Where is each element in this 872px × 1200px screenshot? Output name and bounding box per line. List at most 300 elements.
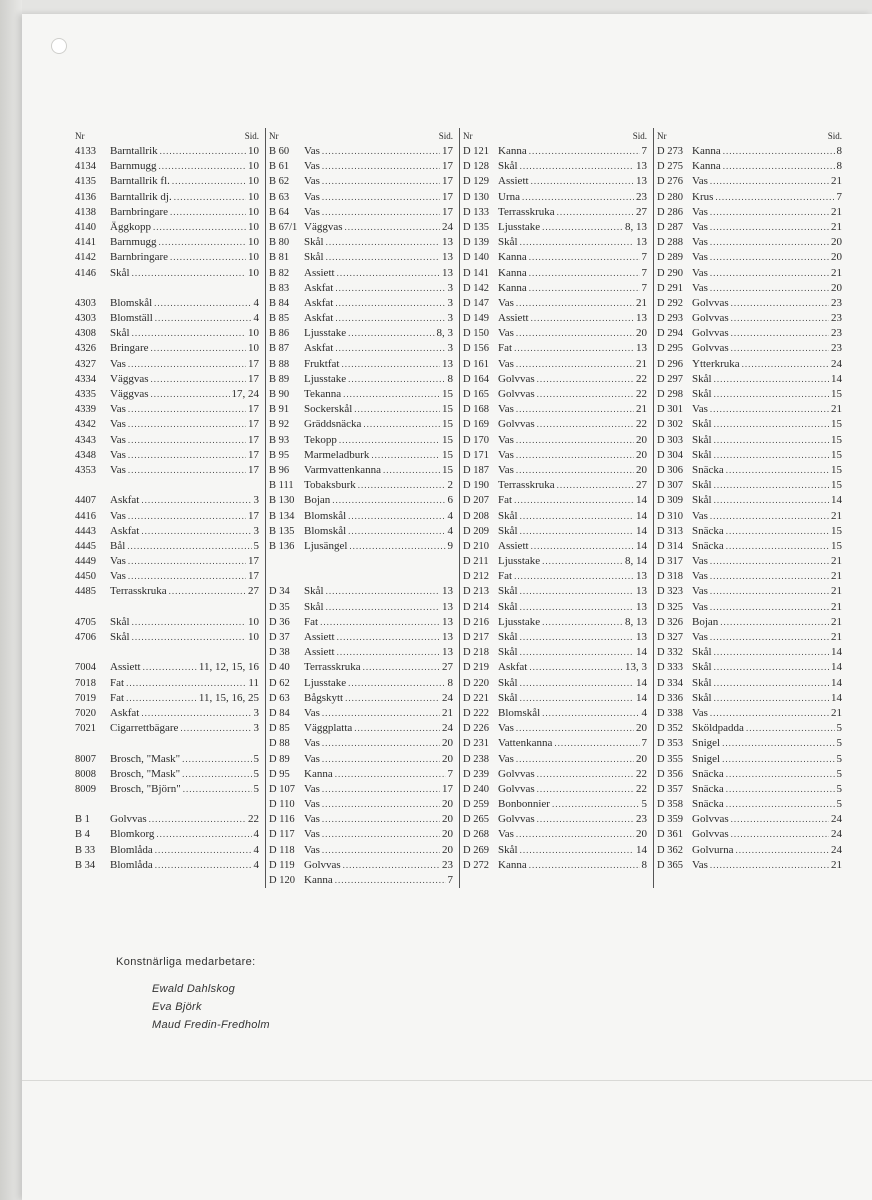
row-spacer [72, 645, 265, 660]
item-number: B 130 [269, 495, 295, 507]
index-row [654, 630, 848, 645]
index-row [654, 812, 848, 827]
item-name: Vas [110, 555, 126, 568]
leader-dots [335, 767, 446, 782]
leader-dots [516, 463, 634, 478]
index-row [460, 736, 653, 751]
page-number: 20 [442, 798, 453, 811]
index-row [266, 144, 459, 159]
item-name: Vattenkanna [498, 737, 553, 750]
page-number: 23 [636, 190, 647, 203]
page-number: 15 [442, 418, 453, 431]
index-row [266, 752, 459, 767]
leader-dots [552, 797, 640, 812]
leader-dots [714, 645, 829, 660]
page-number: 23 [831, 296, 842, 309]
item-name: Askfat [110, 706, 140, 719]
page-number: 14 [831, 661, 842, 674]
page-number: 20 [442, 843, 453, 856]
item-name: Golvvas [692, 312, 729, 325]
item-number: 4303 [75, 313, 96, 325]
item-name: Vas [110, 448, 126, 461]
item-number: B 67/1 [269, 221, 298, 233]
page-number: 22 [636, 782, 647, 795]
item-number: D 276 [657, 176, 683, 188]
index-row [654, 190, 848, 205]
row-spacer [72, 797, 265, 812]
item-number: 4342 [75, 419, 96, 431]
row-spacer [266, 569, 459, 584]
index-row [460, 630, 653, 645]
page-number: 13 [442, 357, 453, 370]
index-row [460, 752, 653, 767]
page-number: 7 [641, 251, 647, 264]
index-row [72, 493, 265, 508]
header-nr: Nr [463, 131, 473, 141]
page-number: 23 [831, 327, 842, 340]
leader-dots [710, 266, 829, 281]
item-name: Golvvas [498, 372, 535, 385]
page-number: 13 [636, 585, 647, 598]
index-row [266, 782, 459, 797]
page-number: 14 [636, 539, 647, 552]
item-number: 4334 [75, 373, 96, 385]
page-number: 3 [447, 281, 453, 294]
item-number: D 226 [463, 723, 489, 735]
page-number: 24 [442, 691, 453, 704]
item-number: D 268 [463, 829, 489, 841]
index-row [460, 341, 653, 356]
index-row [654, 676, 848, 691]
item-name: Terrasskruka [498, 205, 555, 218]
item-name: Vas [304, 782, 320, 795]
item-name: Vas [498, 828, 514, 841]
item-number: 4416 [75, 510, 96, 522]
leader-dots [516, 448, 634, 463]
page-number: 11 [248, 676, 259, 689]
leader-dots [522, 190, 634, 205]
item-name: Fat [110, 691, 125, 704]
index-row [460, 767, 653, 782]
page-number: 13 [442, 585, 453, 598]
item-name: Sockerskål [304, 403, 353, 416]
page-number: 8, 3 [436, 327, 453, 340]
leader-dots [531, 539, 634, 554]
item-name: Vas [498, 433, 514, 446]
header-nr: Nr [269, 131, 279, 141]
index-row [460, 205, 653, 220]
leader-dots [322, 159, 440, 174]
item-number: D 62 [269, 677, 290, 689]
index-row [460, 190, 653, 205]
index-row [460, 843, 653, 858]
leader-dots [520, 159, 634, 174]
index-row [72, 691, 265, 706]
item-number: D 272 [463, 859, 489, 871]
index-row [654, 266, 848, 281]
item-number: D 323 [657, 586, 683, 598]
item-number: D 116 [269, 814, 295, 826]
page-number: 15 [831, 388, 842, 400]
item-name: Tekanna [304, 388, 342, 400]
index-row [654, 341, 848, 356]
page-number: 2 [447, 479, 453, 492]
item-number: D 95 [269, 768, 290, 780]
leader-dots [726, 782, 835, 797]
page-number: 21 [831, 403, 842, 416]
leader-dots [322, 812, 440, 827]
item-number: D 294 [657, 328, 683, 340]
item-number: D 288 [657, 237, 683, 249]
page-number: 24 [442, 220, 453, 233]
item-number: D 239 [463, 768, 489, 780]
index-row [266, 448, 459, 463]
item-number: D 129 [463, 176, 489, 188]
index-row [460, 144, 653, 159]
leader-dots [520, 509, 634, 524]
leader-dots [128, 554, 246, 569]
page-number: 13, 3 [625, 661, 647, 674]
item-name: Blomskål [498, 706, 541, 719]
item-name: Barnmugg [110, 160, 157, 173]
item-name: Vas [498, 296, 514, 309]
item-number: D 211 [463, 556, 489, 568]
item-name: Skål [692, 448, 712, 461]
page-number: 10 [248, 190, 259, 203]
item-number: B 83 [269, 282, 290, 294]
item-name: Askfat [498, 661, 528, 674]
item-name: Skål [692, 691, 712, 704]
leader-dots [128, 417, 246, 432]
page-number: 3 [253, 524, 259, 537]
leader-dots [514, 341, 634, 356]
item-number: D 135 [463, 221, 489, 233]
credits-block [116, 956, 270, 1034]
page-number: 13 [636, 570, 647, 583]
page-number: 5 [836, 722, 842, 735]
page-number: 20 [442, 813, 453, 826]
item-number: D 85 [269, 723, 290, 735]
leader-dots [182, 767, 251, 782]
leader-dots [141, 493, 251, 508]
page-number: 21 [442, 706, 453, 719]
item-number: D 207 [463, 495, 489, 507]
item-number: D 336 [657, 692, 683, 704]
index-row [654, 554, 848, 569]
item-number: D 231 [463, 738, 489, 750]
leader-dots [128, 569, 246, 584]
leader-dots [326, 584, 440, 599]
leader-dots [335, 341, 445, 356]
page-number: 21 [831, 706, 842, 719]
page-number: 21 [831, 266, 842, 279]
index-row [460, 509, 653, 524]
item-number: 4335 [75, 389, 96, 400]
page-number: 21 [831, 570, 842, 583]
item-name: Askfat [304, 296, 334, 309]
item-name: Vas [692, 570, 708, 583]
page-number: 14 [636, 646, 647, 659]
item-number: D 240 [463, 783, 489, 795]
item-name: Golvvas [692, 342, 729, 355]
leader-dots [516, 296, 634, 311]
item-number: D 238 [463, 753, 489, 765]
leader-dots [710, 630, 829, 645]
column-header [266, 128, 459, 144]
index-row [460, 417, 653, 432]
item-number: 4140 [75, 221, 96, 233]
item-name: Vas [692, 236, 708, 249]
page-number: 15 [442, 388, 453, 400]
leader-dots [516, 752, 634, 767]
page-number: 20 [636, 463, 647, 476]
leader-dots [742, 357, 829, 372]
leader-dots [520, 843, 634, 858]
item-number: 8009 [75, 783, 96, 795]
item-number: B 92 [269, 419, 290, 431]
leader-dots [529, 660, 623, 675]
index-row [266, 873, 459, 888]
index-row [460, 159, 653, 174]
item-name: Barnmugg [110, 236, 157, 249]
leader-dots [731, 827, 829, 842]
index-row [72, 433, 265, 448]
item-number: D 222 [463, 707, 489, 719]
item-number: D 362 [657, 844, 683, 856]
leader-dots [726, 524, 829, 539]
page-number: 21 [831, 858, 842, 871]
item-name: Ljusstake [498, 555, 541, 568]
item-number: B 85 [269, 313, 290, 325]
page-number: 14 [636, 494, 647, 507]
leader-dots [154, 296, 251, 311]
index-row [460, 493, 653, 508]
item-number: D 293 [657, 313, 683, 325]
item-name: Skål [498, 676, 518, 689]
item-name: Kanna [498, 251, 527, 264]
item-name: Vas [692, 403, 708, 416]
leader-dots [348, 509, 445, 524]
index-row [266, 190, 459, 205]
item-name: Brosch, "Mask" [110, 767, 181, 780]
item-number: D 36 [269, 616, 290, 628]
index-row [72, 144, 265, 159]
item-name: Golvvas [692, 828, 729, 841]
index-row [654, 736, 848, 751]
index-row [460, 402, 653, 417]
page-number: 10 [248, 175, 259, 188]
page-number: 5 [836, 782, 842, 795]
page-number: 27 [442, 661, 453, 674]
item-number: 4450 [75, 571, 96, 583]
item-number: D 169 [463, 419, 489, 431]
item-name: Vas [692, 251, 708, 264]
item-number: D 35 [269, 601, 290, 613]
index-row [266, 630, 459, 645]
item-name: Kanna [304, 767, 333, 780]
item-name: Vas [498, 463, 514, 476]
item-name: Vas [304, 737, 320, 750]
index-row [460, 250, 653, 265]
item-number: D 213 [463, 586, 489, 598]
item-number: D 149 [463, 313, 489, 325]
page-number: 11, 12, 15, 16 [198, 661, 259, 674]
item-number: D 168 [463, 404, 489, 416]
page-number: 10 [248, 266, 259, 279]
page-number: 8, 13 [625, 615, 647, 628]
index-row [266, 645, 459, 660]
leader-dots [358, 478, 446, 493]
header-sid: Sid. [827, 131, 842, 141]
item-name: Ljusstake [304, 676, 347, 689]
item-number: D 303 [657, 434, 683, 446]
leader-dots [557, 205, 634, 220]
leader-dots [172, 174, 246, 189]
credits-title: Konstnärliga medarbetare: [116, 956, 256, 968]
index-row [654, 767, 848, 782]
item-number: 4339 [75, 404, 96, 416]
page-number: 8 [447, 372, 453, 385]
page-number: 10 [248, 236, 259, 249]
item-name: Vas [304, 190, 320, 203]
item-name: Skål [692, 676, 712, 689]
index-row [72, 159, 265, 174]
item-name: Blomställ [110, 312, 153, 325]
page-number: 20 [442, 737, 453, 750]
item-name: Ljusstake [498, 220, 541, 233]
item-name: Skål [692, 433, 712, 446]
page-number: 17 [248, 372, 259, 385]
item-number: D 89 [269, 753, 290, 765]
page-number: 13 [442, 251, 453, 264]
leader-dots [363, 417, 440, 432]
item-name: Vas [304, 706, 320, 719]
leader-dots [710, 402, 829, 417]
leader-dots [726, 463, 829, 478]
leader-dots [156, 827, 251, 842]
page-number: 17 [442, 205, 453, 218]
page-number: 4 [253, 843, 259, 856]
column-header [72, 128, 265, 144]
item-name: Vas [692, 706, 708, 719]
leader-dots [345, 220, 441, 235]
page-number: 13 [442, 236, 453, 249]
item-name: Varmvattenkanna [304, 463, 381, 476]
item-number: D 142 [463, 282, 489, 294]
page-number: 15 [831, 479, 842, 492]
item-number: D 110 [269, 799, 295, 811]
item-name: Vas [692, 600, 708, 613]
index-row [654, 782, 848, 797]
item-number: 4135 [75, 176, 96, 188]
page-number: 5 [836, 767, 842, 780]
index-row [460, 524, 653, 539]
page-number: 17 [248, 433, 259, 446]
item-name: Skål [692, 646, 712, 659]
page-number: 5 [836, 752, 842, 765]
item-name: Kanna [498, 858, 527, 871]
item-name: Blomskål [110, 296, 153, 309]
item-number: D 317 [657, 556, 683, 568]
index-row [266, 797, 459, 812]
leader-dots [322, 144, 440, 159]
leader-dots [371, 448, 440, 463]
item-number: D 117 [269, 829, 295, 841]
page-number: 20 [636, 433, 647, 446]
leader-dots [348, 676, 445, 691]
page-number: 3 [447, 296, 453, 309]
leader-dots [149, 812, 246, 827]
page-number: 7 [641, 281, 647, 294]
item-number: 4485 [75, 586, 96, 598]
item-number: D 280 [657, 191, 683, 203]
item-number: 4445 [75, 540, 96, 552]
item-name: Vas [110, 418, 126, 431]
page-number: 21 [831, 555, 842, 568]
index-row [654, 159, 848, 174]
page-number: 15 [831, 418, 842, 431]
index-row [72, 858, 265, 873]
leader-dots [722, 752, 834, 767]
leader-dots [128, 509, 246, 524]
index-row [266, 858, 459, 873]
index-row [654, 250, 848, 265]
item-number: D 359 [657, 814, 683, 826]
page-number: 13 [636, 175, 647, 188]
item-number: D 212 [463, 571, 489, 583]
item-name: Vas [304, 145, 320, 157]
item-name: Snigel [692, 737, 721, 750]
leader-dots [710, 584, 829, 599]
item-number: D 358 [657, 799, 683, 811]
index-row [266, 311, 459, 326]
page-edge [0, 0, 22, 1200]
page-number: 24 [831, 357, 842, 370]
item-name: Vas [692, 266, 708, 279]
leader-dots [143, 660, 197, 675]
item-name: Skål [692, 479, 712, 492]
index-row [654, 478, 848, 493]
leader-dots [714, 448, 829, 463]
leader-dots [337, 645, 440, 660]
page-number: 10 [248, 327, 259, 340]
index-row [266, 509, 459, 524]
leader-dots [710, 220, 829, 235]
page-number: 8, 14 [625, 555, 647, 568]
row-spacer [72, 478, 265, 493]
leader-dots [731, 326, 829, 341]
leader-dots [132, 266, 246, 281]
item-name: Golvvas [498, 767, 535, 780]
index-row [654, 691, 848, 706]
leader-dots [170, 250, 246, 265]
item-number: D 120 [269, 875, 295, 886]
index-row [460, 827, 653, 842]
leader-dots [383, 463, 440, 478]
item-number: D 326 [657, 616, 683, 628]
leader-dots [128, 463, 246, 478]
page-number: 17 [442, 190, 453, 203]
index-row [266, 296, 459, 311]
page-number: 8 [836, 160, 842, 173]
index-row [654, 433, 848, 448]
leader-dots [322, 752, 440, 767]
index-row [654, 797, 848, 812]
index-row [460, 858, 653, 873]
leader-dots [520, 691, 634, 706]
leader-dots [516, 827, 634, 842]
leader-dots [537, 372, 634, 387]
